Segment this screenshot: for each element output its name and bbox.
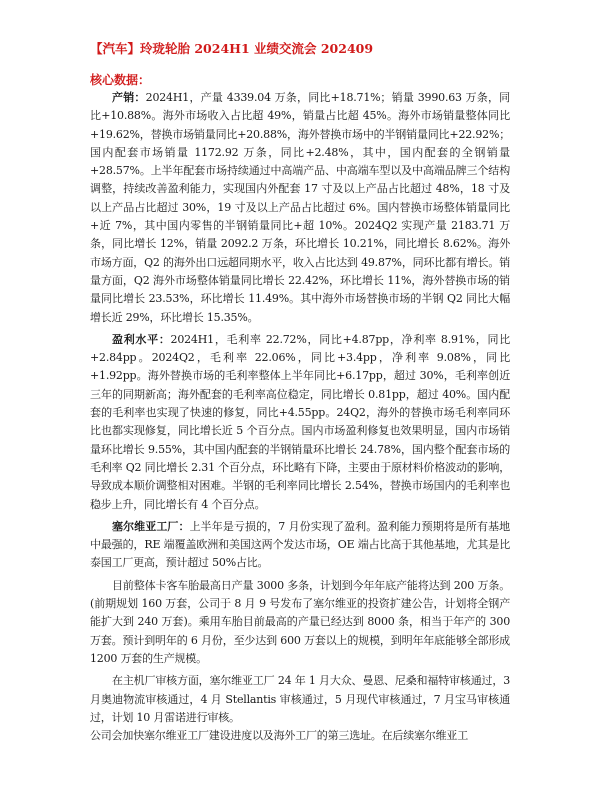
paragraph-text: 2024H1，产量 4339.04 万条，同比+18.71%；销量 3990.63 万条，同比+10.88%。海外市场收入占比超 49%，销量占比超 45%。海外市场销量整体同比+19.62%，替换市场销量同比+20.88%，海外替换市场中的半钢销量同比+22.92%；国内配套市场销量 1172.92 万条，同比+2.48%，其中，国内配套的全钢销量+28.57%。上半年配套市场持续通过中高端产品、中高端车型以及中高端品牌三个结构调整，持续改善盈利能力，实现国内外配套 17 寸及以上产品占比超过 48%，18 寸及以上产品占比超过 30%，19 寸及以上产品占比超过 6%。国内替换市场整体销量同比+近 7%，其中国内零售的半钢销量同比+超 10%。2024Q2 实现产量 2183.71 万条，同比增长 12%，销量 2092.2 万条，环比增长 10.21%，同比增长 8.62%。海外市场方面，Q2 的海外出口远超同期水平，收入占比达到 49.87%，同环比都有增长。销量方面，Q2 海外市场整体销量同比增长 22.42%，环比增长 11%，海外替换市场的销量同比增长 23.53%，环比增长 11.49%。其中海外市场替换市场的半钢 Q2 同比大幅增长近 29%，环比增长 15.35%。	[90, 91, 510, 324]
paragraph-oem-audits	[90, 672, 510, 727]
paragraph-label: 产销：	[112, 91, 146, 104]
paragraph-label: 塞尔维亚工厂：	[112, 519, 190, 533]
paragraph-capacity	[90, 577, 510, 668]
section-heading: 核心数据：	[90, 73, 151, 87]
paragraph-text: 在主机厂审核方面，塞尔维亚工厂 24 年 1 月大众、曼恩、尼桑和福特审核通过，3 月奥迪物流审核通过，4 月 Stellantis 审核通过，5 月现代审核通过，7 月宝马审核通过，计划 10 月雷诺进行审核。	[90, 674, 510, 724]
paragraph-serbia-factory	[90, 518, 510, 573]
paragraph-text: 上半年是亏损的，7 月份实现了盈利。盈利能力预期将是所有基地中最强的，RE 端覆盖欧洲和美国这两个发达市场，OE 端占比高于其他基地，尤其是比泰国工厂更高，预计超过 50%占比。	[90, 519, 510, 570]
paragraph-production-sales	[90, 89, 510, 327]
paragraph-text: 公司会加快塞尔维亚工厂建设进度以及海外工厂的第三选址。在后续塞尔维亚工	[90, 729, 468, 743]
paragraph-text: 目前整体卡客车胎最高日产量 3000 多条，计划到今年年底产能将达到 200 万条。(前期规划 160 万套，公司于 8 月 9 号发布了塞尔维亚的投资扩建公告，计划将全钢产能扩大到 240 万套)。乘用车胎目前最高的产量已经达到 8000 条，相当于年产的 300 万套。预计到明年的 6 月份，至少达到 600 万套以上的规模，到明年年底能够全部形成 1200 万套的生产规模。	[90, 578, 510, 665]
paragraph-profitability	[90, 331, 510, 514]
paragraph-label: 盈利水平：	[112, 332, 171, 346]
paragraph-text: 2024H1，毛利率 22.72%，同比+4.87pp，净利率 8.91%，同比+2.84pp。2024Q2，毛利率 22.06%，同比+3.4pp，净利率 9.08%，同比+1.92pp。海外替换市场的毛利率整体上半年同比+6.17pp，超过 30%，毛利率创近三年的同期新高；海外配套的毛利率高位稳定，同比增长 0.81pp，超过 40%。国内配套的毛利率也实现了快速的修复，同比+4.55pp。24Q2，海外的替换市场毛利率同环比也都实现修复，同比增长近 5 个百分点。国内市场盈利修复也效果明显，国内市场销量环比增长 9.55%，其中国内配套的半钢销量环比增长 24.78%，国内整个配套市场的毛利率 Q2 同比增长 2.31 个百分点，环比略有下降，主要由于原材料价格波动的影响，导致成本顺价调整相对困难。半钢的毛利率同比增长 2.54%，替换市场国内的毛利率也稳步上升，同比增长有 4 个百分点。	[90, 332, 511, 511]
document-title: 【汽车】玲珑轮胎 2024H1 业绩交流会 202409	[90, 41, 374, 56]
paragraph-construction	[90, 727, 510, 745]
